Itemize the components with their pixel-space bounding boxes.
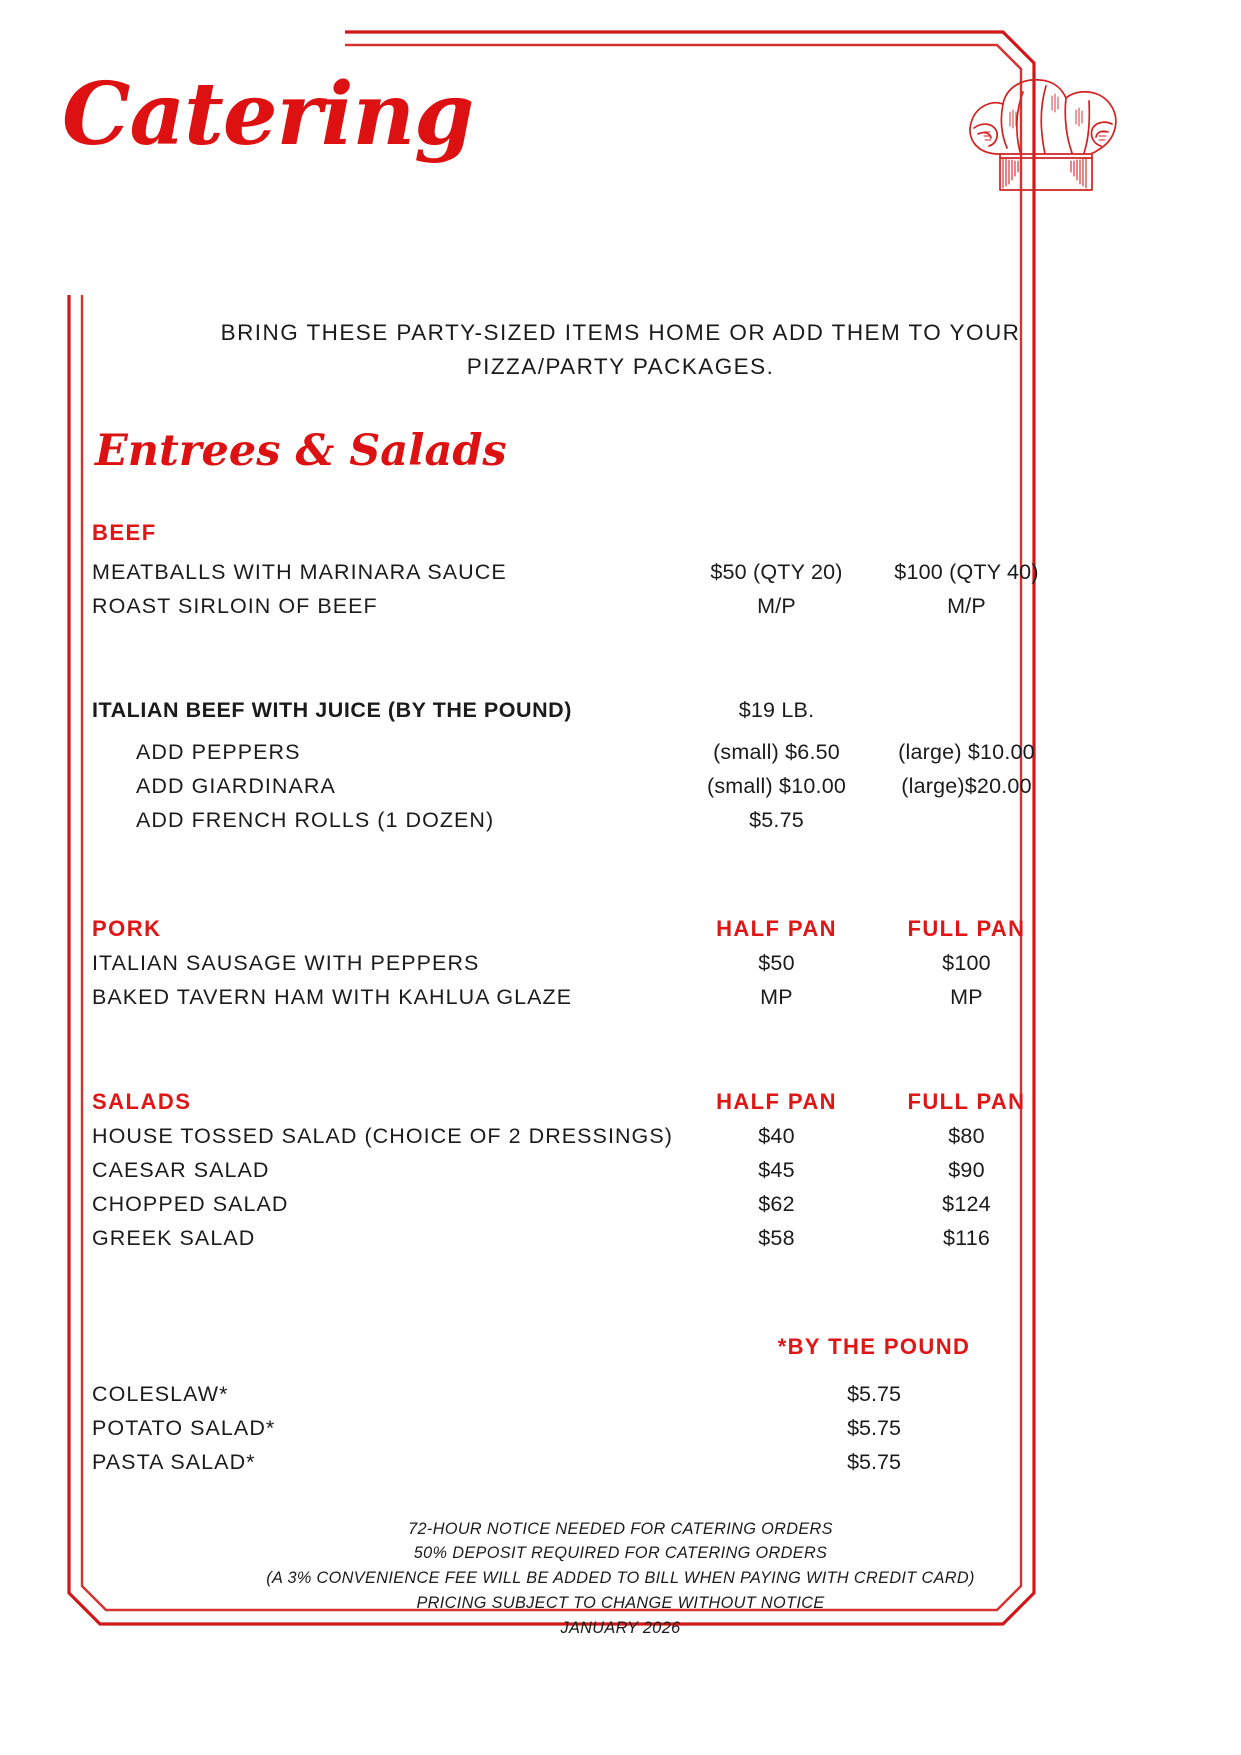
section-heading: Entrees & Salads bbox=[95, 425, 507, 476]
item-price-half: $62 bbox=[758, 1191, 795, 1216]
menu-content bbox=[0, 280, 1241, 1640]
item-price-large: (large) $10.00 bbox=[898, 739, 1035, 764]
table-row bbox=[92, 1124, 1149, 1149]
salads-col-half: HALF PAN bbox=[716, 1088, 837, 1114]
footer-line: 72-HOUR NOTICE NEEDED FOR CATERING ORDERS bbox=[408, 1519, 833, 1538]
table-row bbox=[92, 740, 1149, 765]
item-price-half: $50 (QTY 20) bbox=[710, 559, 843, 584]
item-price-full: $100 (QTY 40) bbox=[894, 559, 1039, 584]
pork-section bbox=[0, 916, 1241, 1010]
beef-heading: BEEF bbox=[92, 519, 157, 545]
table-row bbox=[92, 774, 1149, 799]
table-row bbox=[92, 1226, 1149, 1251]
by-the-pound-heading-row bbox=[92, 1334, 1149, 1360]
table-row bbox=[92, 1158, 1149, 1183]
salads-section bbox=[0, 1089, 1241, 1251]
item-price-full: $90 bbox=[948, 1157, 985, 1182]
item-price-full: $124 bbox=[942, 1191, 991, 1216]
pork-heading: PORK bbox=[92, 915, 162, 941]
item-name: HOUSE TOSSED SALAD (CHOICE OF 2 DRESSINGS) bbox=[92, 1123, 673, 1148]
item-price-full: $80 bbox=[948, 1123, 985, 1148]
item-name: ADD PEPPERS bbox=[136, 739, 301, 764]
table-row bbox=[92, 985, 1149, 1010]
item-price-small: $5.75 bbox=[749, 807, 804, 832]
item-price-small: (small) $10.00 bbox=[706, 773, 847, 798]
item-price: $5.75 bbox=[847, 1415, 901, 1440]
italian-beef-price: $19 LB. bbox=[738, 697, 815, 722]
item-name: ROAST SIRLOIN OF BEEF bbox=[92, 593, 378, 618]
beef-section bbox=[0, 520, 1241, 619]
page-header bbox=[0, 0, 1241, 250]
footer-notes bbox=[0, 1517, 1241, 1641]
item-price-full: $100 bbox=[942, 950, 991, 975]
salads-col-full: FULL PAN bbox=[907, 1088, 1026, 1114]
item-name: ITALIAN SAUSAGE WITH PEPPERS bbox=[92, 950, 480, 975]
spacer bbox=[0, 1260, 1241, 1334]
pork-heading-row bbox=[92, 916, 1149, 942]
footer-line: JANUARY 2026 bbox=[560, 1618, 681, 1637]
item-name: POTATO SALAD* bbox=[92, 1415, 276, 1440]
table-row bbox=[92, 808, 1149, 833]
table-row bbox=[92, 1192, 1149, 1217]
table-row bbox=[92, 594, 1149, 619]
table-row bbox=[92, 1382, 1149, 1407]
item-name: BAKED TAVERN HAM WITH KAHLUA GLAZE bbox=[92, 984, 573, 1009]
by-the-pound-heading: *BY THE POUND bbox=[777, 1333, 971, 1359]
pork-col-full: FULL PAN bbox=[907, 915, 1026, 941]
table-row bbox=[92, 1416, 1149, 1441]
item-name: PASTA SALAD* bbox=[92, 1449, 256, 1474]
item-price-half: $50 bbox=[758, 950, 795, 975]
footer-line: PRICING SUBJECT TO CHANGE WITHOUT NOTICE bbox=[416, 1593, 825, 1612]
footer-line: (A 3% CONVENIENCE FEE WILL BE ADDED TO BILL WHEN PAYING WITH CREDIT CARD) bbox=[266, 1569, 975, 1588]
italian-beef-section bbox=[0, 698, 1241, 833]
item-price-half: $58 bbox=[758, 1225, 795, 1250]
item-name: ADD FRENCH ROLLS (1 DOZEN) bbox=[136, 807, 495, 832]
beef-heading-row bbox=[92, 520, 1149, 546]
item-price-large: (large)$20.00 bbox=[901, 773, 1032, 798]
item-name: ADD GIARDINARA bbox=[136, 773, 336, 798]
item-price-half: M/P bbox=[757, 593, 796, 618]
item-price-half: $45 bbox=[758, 1157, 795, 1182]
italian-beef-heading: ITALIAN BEEF WITH JUICE (BY THE POUND) bbox=[92, 697, 572, 722]
item-price: $5.75 bbox=[847, 1381, 901, 1406]
spacer bbox=[0, 628, 1241, 698]
salads-heading-row bbox=[92, 1089, 1149, 1115]
item-name: CHOPPED SALAD bbox=[92, 1191, 289, 1216]
table-row bbox=[92, 698, 1149, 723]
item-price-full: $116 bbox=[942, 1225, 991, 1250]
item-name: CAESAR SALAD bbox=[92, 1157, 270, 1182]
salads-heading: SALADS bbox=[92, 1088, 192, 1114]
table-row bbox=[92, 560, 1149, 585]
item-price-small: (small) $6.50 bbox=[713, 739, 840, 764]
table-row bbox=[92, 951, 1149, 976]
item-price: $5.75 bbox=[847, 1449, 901, 1474]
item-name: GREEK SALAD bbox=[92, 1225, 256, 1250]
page-title: Catering bbox=[62, 64, 474, 165]
chef-hat-icon bbox=[960, 68, 1130, 196]
item-name: COLESLAW* bbox=[92, 1381, 229, 1406]
table-row bbox=[92, 1450, 1149, 1475]
spacer bbox=[0, 842, 1241, 916]
item-price-half: $40 bbox=[758, 1123, 795, 1148]
item-price-full: M/P bbox=[947, 593, 986, 618]
footer-line: 50% DEPOSIT REQUIRED FOR CATERING ORDERS bbox=[413, 1544, 828, 1563]
item-price-full: MP bbox=[950, 984, 983, 1009]
intro-text: BRING THESE PARTY-SIZED ITEMS HOME OR ADD THEM TO YOUR PIZZA/PARTY PACKAGES. bbox=[220, 320, 1021, 379]
item-price-half: MP bbox=[760, 984, 793, 1009]
spacer bbox=[0, 1019, 1241, 1089]
item-name: MEATBALLS WITH MARINARA SAUCE bbox=[92, 559, 507, 584]
by-the-pound-section bbox=[0, 1334, 1241, 1475]
pork-col-half: HALF PAN bbox=[716, 915, 837, 941]
